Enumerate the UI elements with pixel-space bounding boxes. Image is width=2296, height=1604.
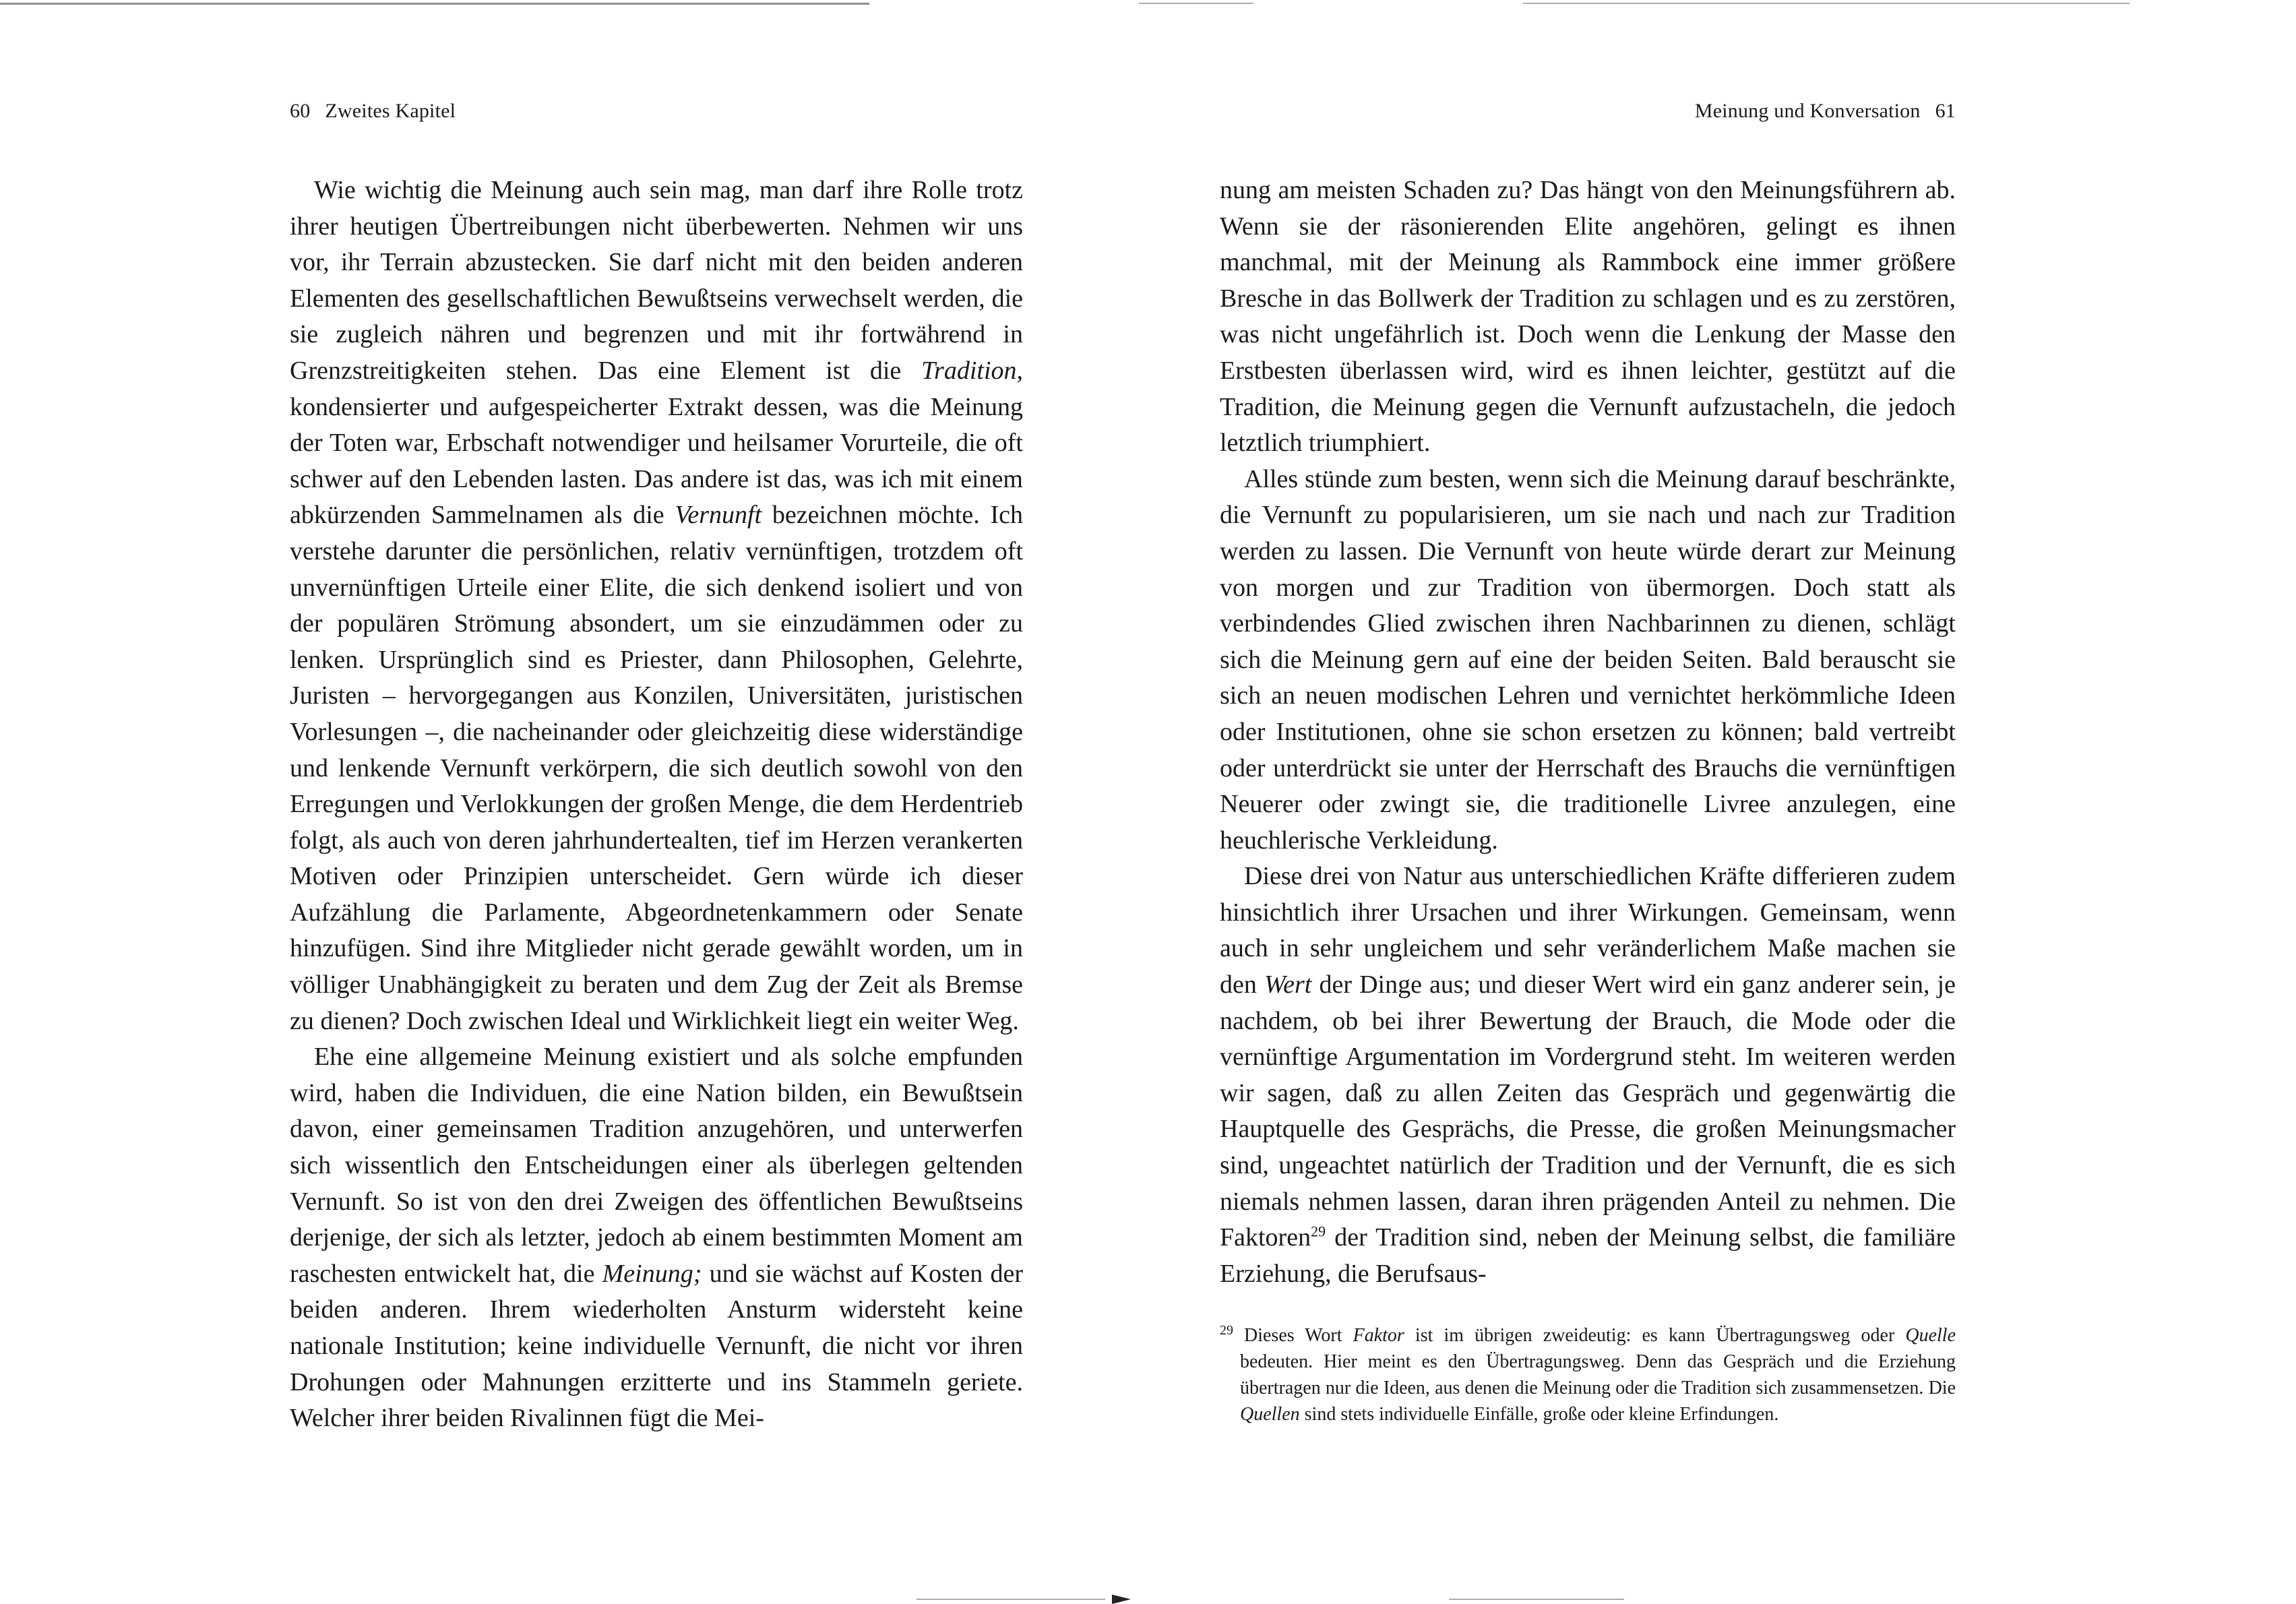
text-run: Diese drei von Natur aus unterschiedlichen Kräfte differieren zudem hinsichtlich ihrer Ursachen und ihrer Wirkungen. Gemeinsam, wenn auch in sehr ungleichem und sehr veränderlichem Maße machen sie den [1220, 862, 1956, 999]
text-run: Alles stünde zum besten, wenn sich die Meinung darauf beschränkte, die Vernunft zu popularisieren, um sie nach und nach zur Tradition werden zu lassen. Die Vernunft von heute würde derart zur Meinung von morgen und zur Tradition von übermorgen. Doch statt als verbindendes Glied zwischen ihren Nachbarinnen zu dienen, schlägt sich die Meinung gern auf eine der beiden Seiten. Bald berauscht sie sich an neuen modischen Lehren und vernichtet herkömmliche Ideen oder Institutionen, ohne sie schon ersetzen zu können; bald vertreibt oder unterdrückt sie unter der Herrschaft des Brauchs die vernünftigen Neuerer oder zwingt sie, die traditionelle Livree anzulegen, eine heuchlerische Verkleidung. [1220, 464, 1956, 855]
running-head [1220, 100, 1956, 123]
italic-term: Faktor [1353, 1325, 1404, 1346]
text-run: der Dinge aus; und dieser Wert wird ein ganz anderer sein, je nachdem, ob bei ihrer Bewertung der Brauch, die Mode oder die vernünftige Argumentation im Vordergrund steht. Im weiteren werden wir sagen, daß zu allen Zeiten das Gespräch und gegenwärtig die Hauptquelle des Gesprächs, die Presse, die großen Meinungsmacher sind, ungeachtet natürlich der Tradition und der Vernunft, die es sich niemals nehmen lassen, daran ihren prägenden Anteil zu nehmen. Die Faktoren [1220, 970, 1956, 1252]
text-run: Wie wichtig die Meinung auch sein mag, man darf ihre Rolle trotz ihrer heutigen Übertreibungen nicht überbewerten. Nehmen wir uns vor, ihr Terrain abzustecken. Sie darf nicht mit den beiden anderen Elementen des gesellschaftlichen Bewußtseins verwechselt werden, die sie zugleich nähren und begrenzen und mit ihr fortwährend in Grenzstreitigkeiten stehen. Das eine Element ist die [290, 176, 1023, 385]
chapter-title: Meinung und Konversation [1694, 100, 1921, 122]
text-run: sind stets individuelle Einfälle, große oder kleine Erfindungen. [1299, 1404, 1779, 1425]
italic-term: Vernunft [675, 501, 762, 530]
footnotes [1220, 1322, 1956, 1427]
page-number: 61 [1935, 100, 1956, 122]
page-number: 60 [290, 100, 311, 122]
italic-term: Quellen [1240, 1404, 1300, 1425]
text-run: bezeichnen möchte. Ich verstehe darunter die persönlichen, relativ vernünftigen, trotzdem oft unvernünftigen Urteile einer Elite, die sich denkend isoliert und von der populären Strömung absondert, um sie einzudämmen oder zu lenken. Ursprünglich sind es Priester, dann Philosophen, Gelehrte, Juristen – hervorgegangen aus Konzilen, Universitäten, juristischen Vorlesungen –, die nacheinander oder gleichzeitig diese widerständige und lenkende Vernunft verkörpern, die sich deutlich sowohl von den Erregungen und Verlokkungen der großen Menge, die dem Herdentrieb folgt, als auch von deren jahrhundertealten, tief im Herzen verankerten Motiven oder Prinzipien unterscheidet. Gern würde ich dieser Aufzählung die Parlamente, Abgeordnetenkammern oder Senate hinzufügen. Sind ihre Mitglieder nicht gerade gewählt worden, um in völliger Unabhängigkeit zu beraten und dem Zug der Zeit als Bremse zu dienen? Doch zwischen Ideal und Wirklichkeit liegt ein weiter Weg. [290, 501, 1023, 1035]
body-text [1220, 173, 1956, 1292]
text-run: kondensierter und aufgespeicherter Extrakt dessen, was die Meinung der Toten war, Erbschaft notwendiger und heilsamer Vorurteile, die oft schwer auf den Lebenden lasten. Das andere ist das, was ich mit einem abkürzenden Sammelnamen als die [290, 392, 1023, 530]
text-run: bedeuten. Hier meint es den Übertragungsweg. Denn das Gespräch und die Erziehung übertragen nur die Ideen, aus denen die Meinung oder die Tradition sich zusammensetzen. Die [1240, 1351, 1956, 1398]
paragraph [1220, 859, 1956, 1292]
italic-term: Wert [1264, 970, 1312, 999]
footnote-text [1240, 1325, 1956, 1425]
running-head [290, 100, 1023, 123]
right-page [1220, 0, 1956, 1604]
footnote-reference: 29 [1311, 1223, 1326, 1240]
italic-term: Tradition, [921, 356, 1023, 385]
gutter-mark [1112, 1595, 1131, 1604]
footnote-marker: 29 [1220, 1322, 1233, 1338]
text-run: ist im übrigen zweideutig: es kann Übertragungsweg oder [1404, 1325, 1906, 1346]
paragraph [290, 1039, 1023, 1437]
text-run: der Tradition sind, neben der Meinung selbst, die familiäre Erziehung, die Berufsaus- [1220, 1223, 1956, 1288]
italic-term: Meinung; [602, 1259, 702, 1288]
text-run: und sie wächst auf Kosten der beiden anderen. Ihrem wiederholten Ansturm widersteht keine nationale Institution; keine individuelle Vernunft, die nicht vor ihren Drohungen oder Mahnungen erzitterte und ins Stammeln geriete. Welcher ihrer beiden Rivalinnen fügt die Mei- [290, 1259, 1023, 1433]
footnote [1220, 1322, 1956, 1427]
text-run: nung am meisten Schaden zu? Das hängt von den Meinungsführern ab. Wenn sie der räsonierenden Elite angehören, gelingt es ihnen manchmal, mit der Meinung als Rammbock eine immer größere Bresche in das Bollwerk der Tradition zu schlagen und es zu zerstören, was nicht ungefährlich ist. Doch wenn die Lenkung der Masse den Erstbesten überlassen wird, wird es ihnen leichter, gestützt auf die Tradition, die Meinung gegen die Vernunft aufzustacheln, die jedoch letztlich triumphiert. [1220, 176, 1956, 458]
paragraph [290, 173, 1023, 1039]
paragraph [1220, 173, 1956, 462]
italic-term: Quelle [1905, 1325, 1956, 1346]
paragraph [1220, 462, 1956, 859]
chapter-title: Zweites Kapitel [325, 100, 456, 122]
body-text [290, 173, 1023, 1437]
text-run: Dieses Wort [1244, 1325, 1353, 1346]
left-page [290, 0, 1023, 1604]
text-run: Ehe eine allgemeine Meinung existiert und als solche empfunden wird, haben die Individuen, die eine Nation bilden, ein Bewußtsein davon, einer gemeinsamen Tradition anzugehören, und unterwerfen sich wissentlich den Entscheidungen einer als überlegen geltenden Vernunft. So ist von den drei Zweigen des öffentlichen Bewußtseins derjenige, der sich als letzter, jedoch ab einem bestimmten Moment am raschesten entwickelt hat, die [290, 1043, 1023, 1288]
